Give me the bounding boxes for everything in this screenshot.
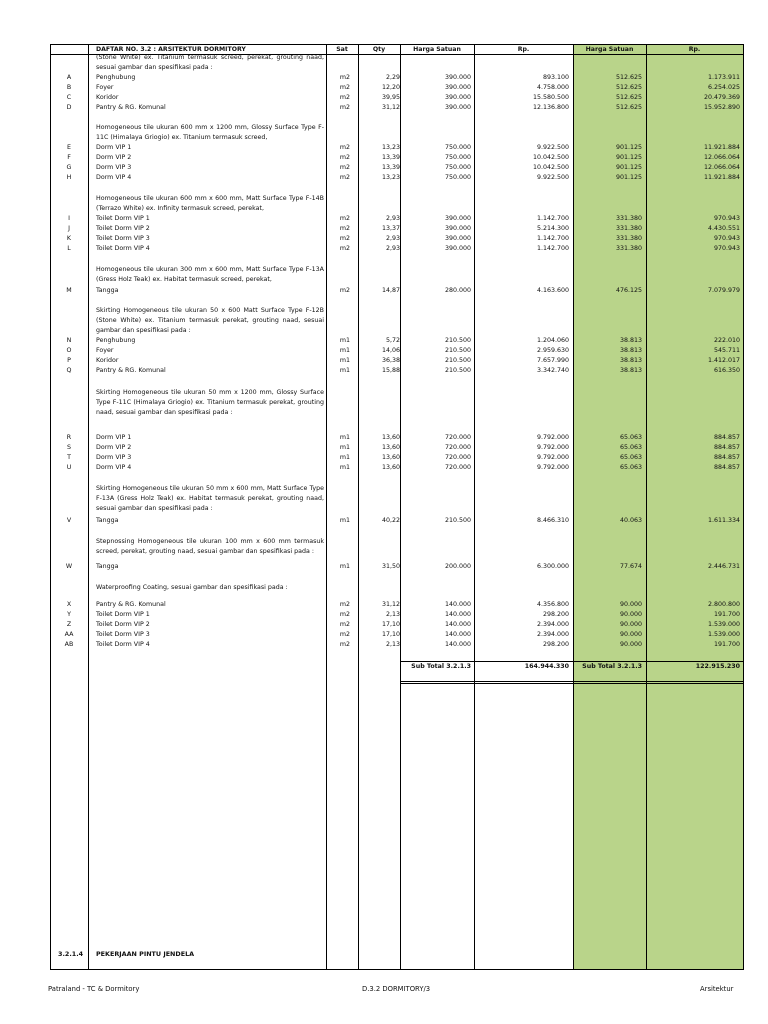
cell-rp2: 884.857 <box>713 434 740 441</box>
cell-rp: 1.142.700 <box>536 235 569 242</box>
cell-hs: 140.000 <box>444 631 471 638</box>
cell-sat: m2 <box>339 174 351 181</box>
cell-hs2: 90.000 <box>619 601 642 608</box>
cell-hs: 390.000 <box>444 84 471 91</box>
cell-desc: Dorm VIP 2 <box>96 154 132 161</box>
table-row <box>0 640 768 650</box>
cell-code: F <box>67 154 71 161</box>
cell-hs2: 331.380 <box>615 235 642 242</box>
cell-hs: 140.000 <box>444 611 471 618</box>
cell-sat: m2 <box>339 225 351 232</box>
cell-rp: 2.394.000 <box>536 621 569 628</box>
cell-qty: 14,06 <box>381 347 400 354</box>
cell-code: X <box>66 601 72 608</box>
cell-rp: 3.342.740 <box>536 367 569 374</box>
cell-desc: Penghubung <box>96 74 136 81</box>
cell-qty: 40,22 <box>381 517 400 524</box>
cell-rp: 4.758.000 <box>536 84 569 91</box>
footer-page-ref: D.3.2 DORMITORY/3 <box>362 985 431 993</box>
cell-code: Q <box>66 367 72 374</box>
cell-qty: 36,38 <box>381 357 400 364</box>
table-row <box>0 153 768 163</box>
cell-rp: 4.356.800 <box>536 601 569 608</box>
cell-rp: 9.792.000 <box>536 464 569 471</box>
cell-hs2: 512.625 <box>615 94 642 101</box>
cell-rp2: 884.857 <box>713 464 740 471</box>
cell-sat: m1 <box>339 357 351 364</box>
cell-rp: 1.142.700 <box>536 245 569 252</box>
cell-hs: 140.000 <box>444 601 471 608</box>
cell-sat: m1 <box>339 517 351 524</box>
item-description-paragraph: Waterproofing Coating, sesuai gambar dan spesifikasi pada : <box>96 584 288 591</box>
header-qty: Qty <box>372 46 386 53</box>
cell-desc: Penghubung <box>96 337 136 344</box>
cell-rp2: 7.079.979 <box>707 287 740 294</box>
cell-rp: 10.042.500 <box>532 154 569 161</box>
table-row <box>0 163 768 173</box>
cell-code: T <box>67 454 71 461</box>
cell-hs2: 38.813 <box>619 337 642 344</box>
cell-sat: m1 <box>339 337 351 344</box>
cell-hs2: 512.625 <box>615 74 642 81</box>
cell-rp: 2.959.630 <box>536 347 569 354</box>
cell-rp2: 12.066.064 <box>703 164 740 171</box>
subtotal-rule-bottom <box>400 681 743 682</box>
cell-rp: 15.580.500 <box>532 94 569 101</box>
table-row <box>0 620 768 630</box>
cell-hs2: 331.380 <box>615 245 642 252</box>
cell-qty: 2,93 <box>385 235 400 242</box>
cell-rp2: 1.539.000 <box>707 621 740 628</box>
cell-sat: m2 <box>339 94 351 101</box>
table-row <box>0 214 768 224</box>
cell-desc: Toilet Dorm VIP 1 <box>96 611 150 618</box>
cell-code: O <box>66 347 72 354</box>
cell-code: D <box>66 104 72 111</box>
cell-code: L <box>67 245 71 252</box>
cell-hs: 390.000 <box>444 215 471 222</box>
cell-code: K <box>66 235 72 242</box>
table-bottom-rule <box>50 969 744 970</box>
cell-sat: m2 <box>339 84 351 91</box>
cell-code: V <box>66 517 72 524</box>
cell-hs: 720.000 <box>444 444 471 451</box>
subtotal-label: Sub Total 3.2.1.3 <box>411 663 471 670</box>
section-number: 3.2.1.4 <box>58 950 84 958</box>
cell-rp2: 1.173.911 <box>707 74 740 81</box>
subtotal-value-2: 122.915.230 <box>695 663 740 670</box>
cell-desc: Pantry & RG. Komunal <box>96 104 166 111</box>
table-row <box>0 562 768 572</box>
cell-hs2: 38.813 <box>619 347 642 354</box>
cell-sat: m2 <box>339 235 351 242</box>
cell-rp2: 11.921.884 <box>703 174 740 181</box>
cell-rp2: 1.539.000 <box>707 631 740 638</box>
cell-hs: 210.500 <box>444 517 471 524</box>
cell-hs2: 331.380 <box>615 225 642 232</box>
cell-hs2: 38.813 <box>619 357 642 364</box>
cell-hs2: 331.380 <box>615 215 642 222</box>
subtotal-rule-double <box>400 683 743 684</box>
cell-rp2: 970.943 <box>713 235 740 242</box>
cell-desc: Koridor <box>96 357 119 364</box>
cell-hs: 210.500 <box>444 347 471 354</box>
intro-paragraph: (Stone White) ex. Titanium termasuk screed, perekat, grouting naad, sesuai gambar dan spesifikasi pada : <box>96 54 324 71</box>
cell-code: Y <box>67 611 71 618</box>
cell-code: H <box>66 174 72 181</box>
table-row <box>0 346 768 356</box>
cell-sat: m2 <box>339 144 351 151</box>
header-rp-2: Rp. <box>688 46 701 53</box>
table-row <box>0 143 768 153</box>
cell-hs2: 90.000 <box>619 611 642 618</box>
cell-hs: 750.000 <box>444 154 471 161</box>
footer-discipline: Arsitektur <box>700 985 734 993</box>
cell-hs: 140.000 <box>444 621 471 628</box>
cell-hs2: 512.625 <box>615 84 642 91</box>
cell-rp: 9.792.000 <box>536 454 569 461</box>
cell-desc: Dorm VIP 3 <box>96 454 132 461</box>
cell-qty: 39,95 <box>381 94 400 101</box>
cell-hs2: 90.000 <box>619 641 642 648</box>
cell-sat: m1 <box>339 454 351 461</box>
cell-code: N <box>66 337 72 344</box>
cell-desc: Dorm VIP 4 <box>96 464 132 471</box>
cell-sat: m1 <box>339 464 351 471</box>
subtotal-row <box>0 662 768 672</box>
cell-rp: 8.466.310 <box>536 517 569 524</box>
cell-hs2: 65.063 <box>619 434 642 441</box>
table-row <box>0 83 768 93</box>
cell-sat: m2 <box>339 154 351 161</box>
cell-hs: 720.000 <box>444 464 471 471</box>
cell-rp2: 884.857 <box>713 444 740 451</box>
cell-desc: Foyer <box>96 84 114 91</box>
table-row <box>0 453 768 463</box>
table-row <box>0 610 768 620</box>
cell-sat: m2 <box>339 245 351 252</box>
cell-hs2: 901.125 <box>615 174 642 181</box>
table-row <box>0 433 768 443</box>
subtotal-label-2: Sub Total 3.2.1.3 <box>582 663 642 670</box>
cell-qty: 13,37 <box>381 225 400 232</box>
cell-desc: Dorm VIP 3 <box>96 164 132 171</box>
cell-sat: m2 <box>339 631 351 638</box>
cell-rp: 12.136.800 <box>532 104 569 111</box>
cell-qty: 2,93 <box>385 245 400 252</box>
cell-sat: m2 <box>339 601 351 608</box>
cell-hs: 390.000 <box>444 104 471 111</box>
cell-rp: 9.922.500 <box>536 144 569 151</box>
cell-rp2: 2.800.800 <box>707 601 740 608</box>
cell-hs: 390.000 <box>444 235 471 242</box>
cell-rp2: 6.254.025 <box>707 84 740 91</box>
cell-rp: 893.100 <box>542 74 569 81</box>
cell-sat: m2 <box>339 287 351 294</box>
cell-qty: 31,12 <box>381 104 400 111</box>
cell-hs2: 65.063 <box>619 444 642 451</box>
cell-desc: Toilet Dorm VIP 4 <box>96 641 150 648</box>
cell-qty: 2,29 <box>385 74 400 81</box>
cell-sat: m2 <box>339 641 351 648</box>
cell-hs: 390.000 <box>444 94 471 101</box>
cell-qty: 31,12 <box>381 601 400 608</box>
cell-hs2: 90.000 <box>619 621 642 628</box>
cell-rp2: 11.921.884 <box>703 144 740 151</box>
cell-qty: 5,72 <box>385 337 400 344</box>
cell-desc: Toilet Dorm VIP 3 <box>96 631 150 638</box>
cell-qty: 13,39 <box>381 164 400 171</box>
item-description-paragraph: Skirting Homogeneous tile ukuran 50 mm x 600 mm, Matt Surface Type F-13A (Gress Holz Teak) ex. Habitat termasuk perekat, grouting naad, sesuai gambar dan spesifikasi pada : <box>96 485 324 512</box>
cell-desc: Koridor <box>96 94 119 101</box>
cell-sat: m2 <box>339 611 351 618</box>
cell-code: R <box>66 434 72 441</box>
cell-rp2: 191.700 <box>713 611 740 618</box>
cell-rp2: 12.066.064 <box>703 154 740 161</box>
cell-qty: 2,93 <box>385 215 400 222</box>
cell-hs: 210.500 <box>444 357 471 364</box>
cell-rp: 4.163.600 <box>536 287 569 294</box>
cell-rp: 6.300.000 <box>536 563 569 570</box>
cell-hs2: 90.000 <box>619 631 642 638</box>
cell-sat: m1 <box>339 367 351 374</box>
table-row <box>0 356 768 366</box>
cell-hs: 390.000 <box>444 74 471 81</box>
cell-desc: Toilet Dorm VIP 4 <box>96 245 150 252</box>
cell-sat: m1 <box>339 434 351 441</box>
cell-hs: 750.000 <box>444 174 471 181</box>
cell-hs: 390.000 <box>444 245 471 252</box>
header-harga-satuan-2: Harga Satuan <box>585 46 634 53</box>
cell-qty: 13,23 <box>381 174 400 181</box>
section-title: PEKERJAAN PINTU JENDELA <box>96 950 195 958</box>
cell-rp: 1.142.700 <box>536 215 569 222</box>
table-row <box>0 443 768 453</box>
cell-desc: Tangga <box>96 287 119 294</box>
cell-qty: 13,60 <box>381 444 400 451</box>
cell-sat: m2 <box>339 74 351 81</box>
table-row <box>0 244 768 254</box>
cell-desc: Pantry & RG. Komunal <box>96 367 166 374</box>
table-row <box>0 173 768 183</box>
table-row <box>0 73 768 83</box>
table-row <box>0 234 768 244</box>
cell-hs2: 901.125 <box>615 154 642 161</box>
cell-qty: 12,20 <box>381 84 400 91</box>
table-row <box>0 630 768 640</box>
table-row <box>0 93 768 103</box>
cell-desc: Tangga <box>96 563 119 570</box>
table-row <box>0 286 768 296</box>
cell-rp: 9.792.000 <box>536 444 569 451</box>
cell-code: U <box>66 464 72 471</box>
cell-qty: 13,39 <box>381 154 400 161</box>
cell-hs: 750.000 <box>444 144 471 151</box>
cell-hs2: 77.674 <box>619 563 642 570</box>
cell-rp2: 2.446.731 <box>707 563 740 570</box>
cell-sat: m1 <box>339 444 351 451</box>
cell-hs2: 65.063 <box>619 464 642 471</box>
cell-sat: m2 <box>339 164 351 171</box>
item-description-paragraph: Skirting Homogeneous tile ukuran 50 mm x 1200 mm, Glossy Surface Type F-11C (Himalaya Griogio) ex. Titanium termasuk perekat, grouting naad, sesuai gambar dan spesifikasi pada : <box>96 389 324 416</box>
cell-rp: 1.204.060 <box>536 337 569 344</box>
table-row <box>0 600 768 610</box>
cell-qty: 17,10 <box>381 631 400 638</box>
cell-rp2: 970.943 <box>713 245 740 252</box>
cell-desc: Tangga <box>96 517 119 524</box>
cell-hs: 200.000 <box>444 563 471 570</box>
cell-rp2: 222.010 <box>713 337 740 344</box>
cell-rp2: 15.952.890 <box>703 104 740 111</box>
cell-qty: 13,23 <box>381 144 400 151</box>
cell-rp2: 20.479.369 <box>703 94 740 101</box>
cell-rp2: 545.711 <box>713 347 740 354</box>
item-description-paragraph: Stepnossing Homogeneous tile ukuran 100 mm x 600 mm termasuk screed, perekat, grouting naad, sesuai gambar dan spesifikasi pada : <box>96 538 324 555</box>
table-row <box>0 366 768 376</box>
cell-hs2: 40.063 <box>619 517 642 524</box>
cell-desc: Toilet Dorm VIP 3 <box>96 235 150 242</box>
cell-rp2: 970.943 <box>713 215 740 222</box>
cell-hs: 390.000 <box>444 225 471 232</box>
cell-hs: 750.000 <box>444 164 471 171</box>
cell-code: G <box>66 164 72 171</box>
cell-hs: 720.000 <box>444 454 471 461</box>
cell-sat: m2 <box>339 215 351 222</box>
cell-hs2: 901.125 <box>615 144 642 151</box>
cell-code: I <box>68 215 70 222</box>
cell-hs2: 38.813 <box>619 367 642 374</box>
item-description-paragraph: Skirting Homogeneous tile ukuran 50 x 600 Matt Surface Type F-12B (Stone White) ex. Titanium termasuk perekat, grouting naad, sesuai gambar dan spesifikasi pada : <box>96 307 324 334</box>
cell-qty: 15,88 <box>381 367 400 374</box>
cell-code: P <box>67 357 71 364</box>
cell-desc: Toilet Dorm VIP 2 <box>96 621 150 628</box>
cell-code: C <box>66 94 72 101</box>
header-sat: Sat <box>336 46 348 53</box>
cell-desc: Dorm VIP 2 <box>96 444 132 451</box>
cell-rp2: 1.412.017 <box>707 357 740 364</box>
cell-rp: 2.394.000 <box>536 631 569 638</box>
cell-code: S <box>67 444 71 451</box>
cell-rp: 298.200 <box>542 611 569 618</box>
cell-desc: Pantry & RG. Komunal <box>96 601 166 608</box>
cell-rp2: 191.700 <box>713 641 740 648</box>
cell-code: J <box>68 225 70 232</box>
header-harga-satuan: Harga Satuan <box>413 46 461 53</box>
header-rp: Rp. <box>517 46 530 53</box>
cell-rp: 5.214.300 <box>536 225 569 232</box>
item-description-paragraph: Homogeneous tile ukuran 600 mm x 600 mm, Matt Surface Type F-14B (Terrazo White) ex. Infinity termasuk screed, perekat, <box>96 195 324 212</box>
table-row <box>0 224 768 234</box>
item-description-paragraph: Homogeneous tile ukuran 300 mm x 600 mm, Matt Surface Type F-13A (Gress Holz Teak) ex. Habitat termasuk screed, perekat, <box>96 266 324 283</box>
table-title: DAFTAR NO. 3.2 : ARSITEKTUR DORMITORY <box>96 46 246 53</box>
cell-hs: 720.000 <box>444 434 471 441</box>
cell-desc: Foyer <box>96 347 114 354</box>
cell-hs2: 512.625 <box>615 104 642 111</box>
cell-rp: 7.657.990 <box>536 357 569 364</box>
cell-sat: m1 <box>339 347 351 354</box>
table-row <box>0 463 768 473</box>
cell-qty: 31,50 <box>381 563 400 570</box>
cell-qty: 13,60 <box>381 464 400 471</box>
cell-code: AB <box>64 641 74 648</box>
cell-code: W <box>65 563 73 570</box>
footer-project: Patraland - TC & Dormitory <box>48 985 140 993</box>
cell-hs2: 65.063 <box>619 454 642 461</box>
cell-rp: 9.922.500 <box>536 174 569 181</box>
cell-sat: m2 <box>339 104 351 111</box>
cell-code: M <box>66 287 72 294</box>
cell-hs: 210.500 <box>444 367 471 374</box>
cell-qty: 2,13 <box>385 611 400 618</box>
cell-desc: Dorm VIP 1 <box>96 144 132 151</box>
cell-sat: m2 <box>339 621 351 628</box>
cell-hs: 280.000 <box>444 287 471 294</box>
cell-rp: 298.200 <box>542 641 569 648</box>
subtotal-value: 164.944.330 <box>524 663 569 670</box>
cell-qty: 13,60 <box>381 434 400 441</box>
table-row <box>0 516 768 526</box>
table-row <box>0 103 768 113</box>
cell-desc: Dorm VIP 1 <box>96 434 132 441</box>
cell-qty: 17,10 <box>381 621 400 628</box>
cell-code: AA <box>64 631 74 638</box>
cell-code: E <box>67 144 71 151</box>
item-description-paragraph: Homogeneous tile ukuran 600 mm x 1200 mm, Glossy Surface Type F-11C (Himalaya Griogio) ex. Titanium termasuk screed, <box>96 124 324 141</box>
cell-hs: 210.500 <box>444 337 471 344</box>
cell-qty: 14,87 <box>381 287 400 294</box>
cell-qty: 2,13 <box>385 641 400 648</box>
table-row <box>0 336 768 346</box>
cell-hs2: 901.125 <box>615 164 642 171</box>
cell-rp: 9.792.000 <box>536 434 569 441</box>
cell-rp2: 4.430.551 <box>707 225 740 232</box>
cell-rp2: 884.857 <box>713 454 740 461</box>
cell-desc: Dorm VIP 4 <box>96 174 132 181</box>
cell-rp2: 1.611.334 <box>707 517 740 524</box>
cell-hs2: 476.125 <box>615 287 642 294</box>
cell-code: B <box>66 84 72 91</box>
cell-sat: m1 <box>339 563 351 570</box>
cell-desc: Toilet Dorm VIP 1 <box>96 215 150 222</box>
cell-rp2: 616.350 <box>713 367 740 374</box>
cell-code: A <box>66 74 72 81</box>
cell-hs: 140.000 <box>444 641 471 648</box>
cell-qty: 13,60 <box>381 454 400 461</box>
cell-code: Z <box>66 621 72 628</box>
cell-rp: 10.042.500 <box>532 164 569 171</box>
cell-desc: Toilet Dorm VIP 2 <box>96 225 150 232</box>
